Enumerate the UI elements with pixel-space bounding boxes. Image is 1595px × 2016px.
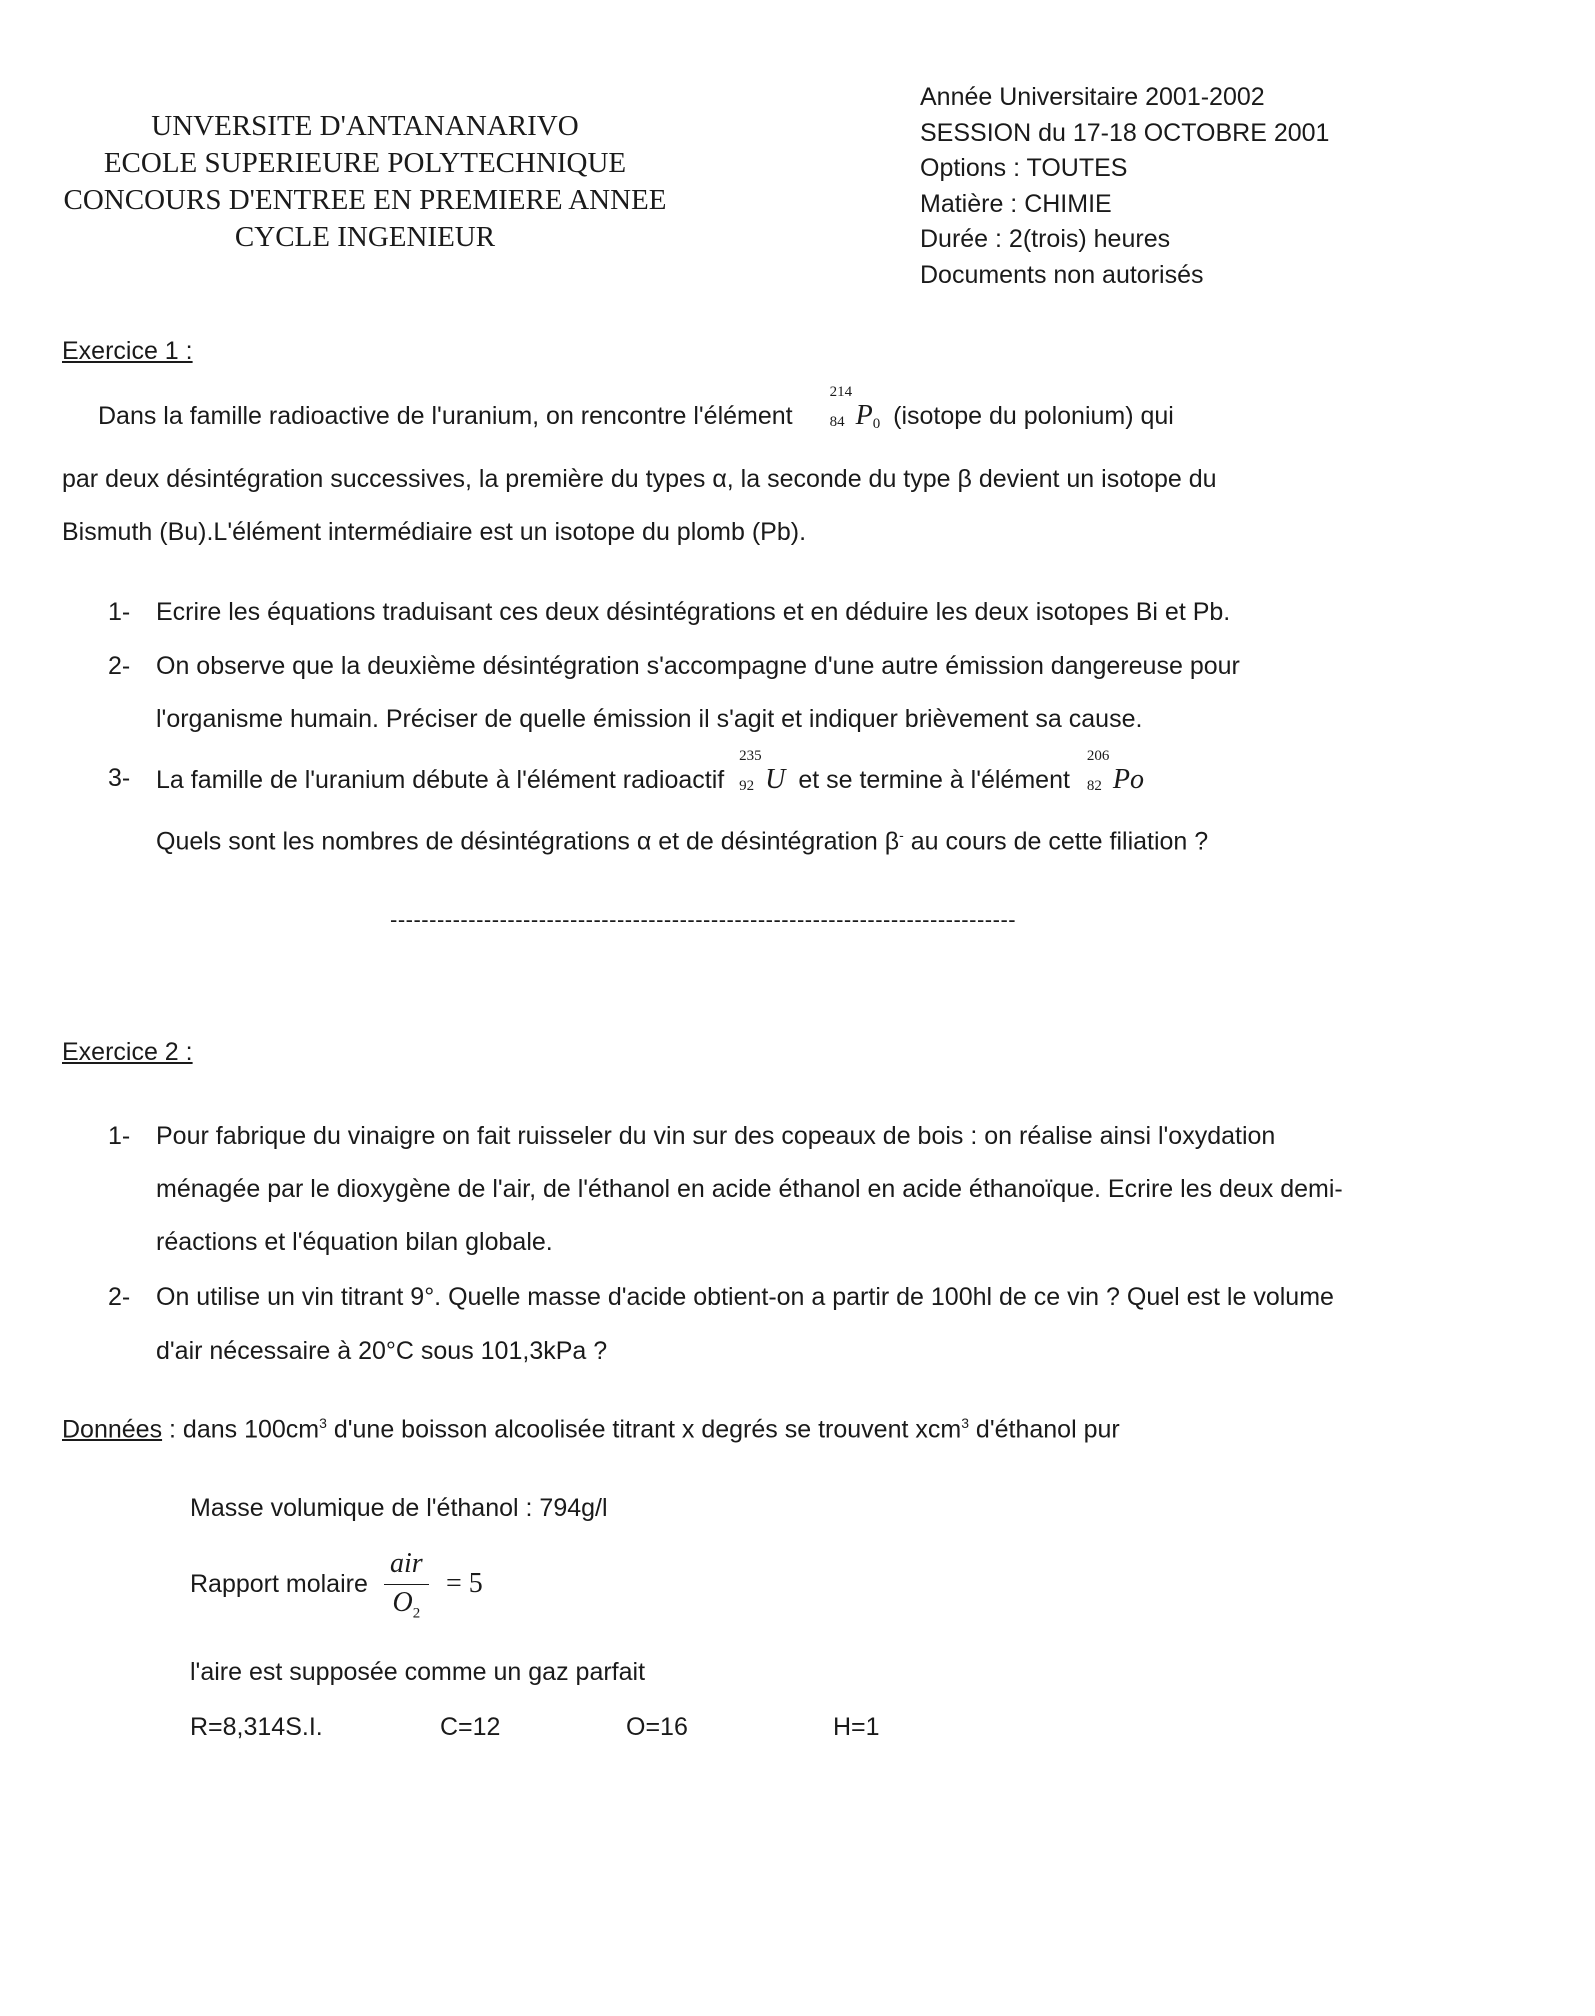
ex1-q3-question-a: Quels sont les nombres de désintégrations α et de désintégration β — [156, 827, 900, 856]
po-subscript: 0 — [872, 416, 881, 432]
u-symbol: U — [765, 764, 786, 795]
exam-subject: Matière : CHIMIE — [920, 189, 1112, 218]
ratio-equals-value: = 5 — [446, 1568, 483, 1599]
ethanol-density: Masse volumique de l'éthanol : 794g/l — [190, 1494, 608, 1522]
u-mass-number: 235 — [739, 748, 762, 764]
po-mass-number: 214 — [829, 384, 853, 400]
molar-ratio-fraction — [384, 1548, 429, 1623]
exam-info — [920, 80, 1329, 293]
ex1-q1-number: 1- — [108, 598, 131, 626]
ex1-q2-number: 2- — [108, 652, 131, 680]
exam-options: Options : TOUTES — [920, 154, 1128, 182]
o2-symbol: O — [392, 1587, 413, 1618]
donnees-text-c: d'éthanol pur — [968, 1415, 1120, 1444]
o2-subscript: 2 — [412, 1605, 421, 1622]
ideal-gas-assumption: l'aire est supposée comme un gaz parfait — [190, 1658, 646, 1686]
ex2-q1-number: 1- — [108, 1122, 131, 1150]
ex1-q3-line — [156, 748, 1150, 796]
donnees-text-a: : dans 100cm — [162, 1415, 320, 1444]
exercise-2-title: Exercice 2 : — [62, 1038, 193, 1066]
donnees-exponent-1: 3 — [319, 1415, 327, 1431]
ex1-q2-text-a: On observe que la deuxième désintégration s'accompagne d'une autre émission dangereuse pour — [156, 652, 1240, 680]
uranium-isotope-235 — [739, 748, 786, 796]
polonium-isotope-214 — [829, 384, 881, 433]
header-university: UNVERSITE D'ANTANANARIVO — [151, 110, 579, 142]
ex1-line-3: Bismuth (Bu).L'élément intermédiaire est un isotope du plomb (Pb). — [62, 518, 807, 546]
ex2-q1-text-b: ménagée par le dioxygène de l'air, de l'éthanol en acide éthanol en acide éthanoïque. Ecrire les deux demi- — [156, 1175, 1343, 1203]
donnees-exponent-2: 3 — [961, 1415, 969, 1431]
fraction-denominator — [384, 1585, 429, 1623]
ex2-q2-number: 2- — [108, 1283, 131, 1311]
donnees-text-b: d'une boisson alcoolisée titrant x degrés se trouvent xcm — [326, 1415, 962, 1444]
po2-atomic-number: 82 — [1086, 778, 1102, 794]
constant-o: O=16 — [626, 1713, 688, 1741]
po-atomic-number: 84 — [829, 414, 845, 430]
exam-documents: Documents non autorisés — [920, 260, 1204, 289]
constant-h: H=1 — [833, 1713, 880, 1741]
ex1-line-2: par deux désintégration successives, la première du types α, la seconde du type β devient un isotope du — [62, 465, 1217, 493]
polonium-isotope-206 — [1086, 748, 1144, 796]
u-atomic-number: 92 — [739, 778, 755, 794]
ex2-q1-text-a: Pour fabrique du vinaigre on fait ruisseler du vin sur des copeaux de bois : on réalise ainsi l'oxydation — [156, 1122, 1276, 1150]
exam-session: SESSION du 17-18 OCTOBRE 2001 — [920, 118, 1330, 147]
po2-mass-number: 206 — [1086, 748, 1110, 764]
fraction-numerator: air — [390, 1548, 423, 1579]
exam-year: Année Universitaire 2001-2002 — [920, 83, 1265, 111]
molar-ratio-label: Rapport molaire — [190, 1570, 368, 1598]
ex1-intro-line — [98, 384, 1174, 433]
po-symbol: P — [855, 400, 873, 431]
po2-symbol: Po — [1112, 764, 1144, 795]
ex2-q1-text-c: réactions et l'équation bilan globale. — [156, 1228, 553, 1256]
donnees-label: Données — [62, 1415, 163, 1444]
ex1-q3-question-b: au cours de cette filiation ? — [910, 827, 1209, 856]
beta-minus-sign: - — [899, 827, 904, 843]
header-school: ECOLE SUPERIEURE POLYTECHNIQUE — [103, 147, 627, 179]
ex1-q3-text-b: et se termine à l'élément — [798, 766, 1070, 794]
ex1-q3-number: 3- — [108, 764, 131, 792]
ex1-q1-text: Ecrire les équations traduisant ces deux désintégrations et en déduire les deux isotopes Bi et Pb. — [156, 598, 1231, 626]
exam-duration: Durée : 2(trois) heures — [920, 225, 1171, 253]
ex1-intro-text-a: Dans la famille radioactive de l'uranium, on rencontre l'élément — [98, 402, 793, 430]
header-cycle: CYCLE INGENIEUR — [234, 221, 496, 253]
ex2-q2-text-a: On utilise un vin titrant 9°. Quelle masse d'acide obtient-on a partir de 100hl de ce vin ? Quel est le volume — [156, 1283, 1334, 1311]
ex2-q2-text-b: d'air nécessaire à 20°C sous 101,3kPa ? — [156, 1337, 608, 1365]
constant-c: C=12 — [440, 1713, 501, 1741]
institution-header — [40, 108, 690, 256]
constant-r: R=8,314S.I. — [190, 1713, 323, 1741]
ex1-q3-question — [156, 827, 1208, 856]
section-separator: -------------------------------------------------------------------------------- — [390, 907, 1017, 932]
ex1-intro-text-b: (isotope du polonium) qui — [893, 402, 1174, 430]
ex1-q3-text-a: La famille de l'uranium débute à l'élément radioactif — [156, 766, 725, 794]
donnees-line — [62, 1415, 1120, 1444]
exercise-1-title: Exercice 1 : — [62, 337, 193, 365]
header-contest: CONCOURS D'ENTREE EN PREMIERE ANNEE — [63, 184, 667, 216]
ex1-q2-text-b: l'organisme humain. Préciser de quelle émission il s'agit et indiquer brièvement sa cause. — [156, 705, 1143, 733]
